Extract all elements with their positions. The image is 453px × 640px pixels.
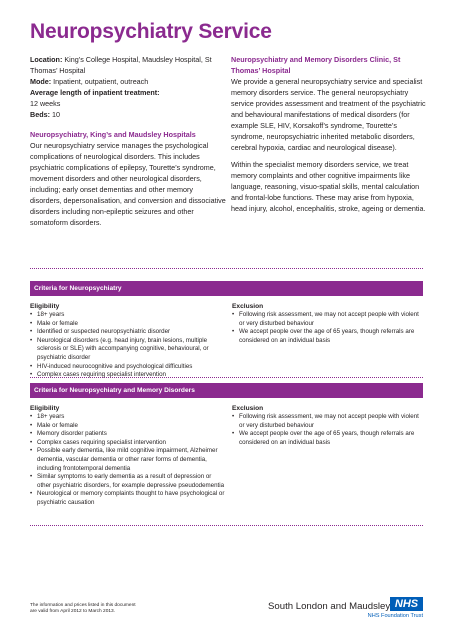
mode-value: Inpatient, outpatient, outreach xyxy=(51,77,149,86)
validity-note-line-2: are valid from April 2012 to March 2013. xyxy=(30,609,116,614)
criteria-item-text: We accept people over the age of 65 years, though referrals are considered on an individual basis xyxy=(239,430,415,446)
criteria-item xyxy=(30,413,225,422)
criteria-item xyxy=(30,311,225,320)
exclusion-heading: Exclusion xyxy=(232,405,264,412)
bullet-icon: • xyxy=(30,311,33,318)
criteria-item-text: Possible early dementia, like mild cognitive impairment, Alzheimer dementia, vascular dementia or other rarer forms of dementia, including frontotemporal dementia xyxy=(37,447,218,472)
criteria-item-text: HIV-induced neurocognitive and psychological difficulties xyxy=(37,362,193,370)
criteria-item-text: Complex cases requiring specialist intervention xyxy=(37,371,166,379)
location-info xyxy=(30,54,226,76)
eligibility-heading: Eligibility xyxy=(30,303,60,310)
eligibility-list xyxy=(30,413,225,508)
section-divider xyxy=(30,268,423,269)
criteria-item xyxy=(30,490,225,507)
beds-label: Beds: xyxy=(30,110,50,119)
bullet-icon: • xyxy=(30,430,33,438)
validity-note-line-1: The information and prices listed in this document xyxy=(30,603,136,608)
criteria-item-text: Following risk assessment, we may not accept people with violent or very disturbed behaviour xyxy=(239,311,419,327)
criteria-item xyxy=(30,371,225,380)
bullet-icon: • xyxy=(232,430,235,438)
criteria-item xyxy=(30,447,225,473)
section-divider xyxy=(30,377,423,378)
organisation-name: South London and Maudsley xyxy=(268,601,391,612)
criteria-item xyxy=(232,328,423,345)
stay-label: Average length of inpatient treatment: xyxy=(30,88,160,97)
criteria-item-text: We accept people over the age of 65 years, though referrals are considered on an individual basis xyxy=(239,328,415,344)
bullet-icon: • xyxy=(30,319,33,327)
criteria-item xyxy=(232,311,423,328)
section-divider xyxy=(30,525,423,526)
bullet-icon: • xyxy=(30,490,33,498)
memory-clinic-column xyxy=(231,54,431,214)
criteria-item-text: Male or female xyxy=(37,319,78,327)
criteria-neuropsychiatry xyxy=(30,281,423,379)
mode-info xyxy=(30,76,226,87)
bullet-icon: • xyxy=(30,362,33,370)
criteria-item-text: Neurological or memory complaints thought to have psychological or psychiatric causation xyxy=(37,490,225,506)
criteria-neuropsychiatry-bar: Criteria for Neuropsychiatry xyxy=(30,281,423,296)
criteria-item xyxy=(30,363,225,372)
service-info-column xyxy=(30,54,226,228)
memory-clinic-text-2: Within the specialist memory disorders service, we treat memory complaints and other cognitive impairments like language, reasoning, visuo-spatial skills, mental calculation and frontal-lobe functions. These may arise from hypoxia, head injury, alcohol, encephalitis, stroke, ageing or dementia. xyxy=(231,160,426,213)
kings-text: Our neuropsychiatry service manages the psychological complications of neurological disorders. This includes psychiatric complications of epilepsy, Tourette’s syndrome, movement disorders and other neurological disorders, including; early onset dementias and other memory disorders, depersonalisation, and conversion and dissociative disorders including non-epileptic seizures and other somatoform disorders. xyxy=(30,141,226,227)
nhs-logo: NHS xyxy=(390,597,423,611)
criteria-item-text: Similar symptoms to early dementia as a result of depression or other psychiatric disorders, for example depressive pseudodementia xyxy=(37,473,225,489)
exclusion-heading: Exclusion xyxy=(232,303,264,310)
criteria-item xyxy=(30,328,225,337)
bullet-icon: • xyxy=(30,371,33,379)
criteria-item-text: Memory disorder patients xyxy=(37,430,107,438)
page-title: Neuropsychiatry Service xyxy=(30,20,272,43)
bullet-icon: • xyxy=(30,328,33,336)
exclusion-column xyxy=(232,302,423,345)
criteria-item-text: Complex cases requiring specialist intervention xyxy=(37,438,166,446)
criteria-item-text: 18+ years xyxy=(37,311,65,318)
eligibility-heading: Eligibility xyxy=(30,405,60,412)
memory-clinic-text-1: We provide a general neuropsychiatry service and specialist memory disorders service. The general neuropsychiatry service provides assessment and treatment of the psychiatric and behavioural manifestations of medical disorders (for example SLE, HIV, Korsakoff’s syndrome, Tourette’s syndrome, neuropsychiatric inherited metabolic disorders, cerebral hypoxia, cardiac and neurological disease). xyxy=(231,77,426,152)
location-value: King’s College Hospital, Maudsley Hospital, St Thomas’ Hospital xyxy=(30,55,212,75)
bullet-icon: • xyxy=(232,311,235,318)
criteria-item xyxy=(30,422,225,431)
bullet-icon: • xyxy=(232,413,235,420)
criteria-item-text: Identified or suspected neuropsychiatric disorder xyxy=(37,328,171,336)
criteria-item xyxy=(30,430,225,439)
criteria-item xyxy=(30,473,225,490)
criteria-item xyxy=(30,320,225,329)
bullet-icon: • xyxy=(30,473,33,481)
validity-note xyxy=(30,603,136,615)
trust-name: NHS Foundation Trust xyxy=(367,613,423,619)
kings-heading: Neuropsychiatry, King’s and Maudsley Hospitals xyxy=(30,130,196,139)
criteria-item-text: Following risk assessment, we may not accept people with violent or very disturbed behaviour xyxy=(239,413,419,429)
bullet-icon: • xyxy=(30,413,33,420)
criteria-item-text: Neurological disorders (e.g. head injury, brain lesions, multiple sclerosis or SLE) with accompanying cognitive, behavioural, or psychiatric disorder xyxy=(37,336,209,361)
bullet-icon: • xyxy=(30,447,33,455)
criteria-item xyxy=(232,430,423,447)
criteria-memory-disorders-bar: Criteria for Neuropsychiatry and Memory Disorders xyxy=(30,383,423,398)
criteria-item xyxy=(30,337,225,363)
exclusion-list xyxy=(232,413,423,447)
beds-value: 10 xyxy=(49,110,60,119)
eligibility-column xyxy=(30,404,225,508)
bullet-icon: • xyxy=(30,438,33,446)
bullet-icon: • xyxy=(232,328,235,336)
exclusion-column xyxy=(232,404,423,447)
exclusion-list xyxy=(232,311,423,345)
criteria-memory-disorders xyxy=(30,383,423,506)
eligibility-column xyxy=(30,302,225,380)
beds-info xyxy=(30,109,226,120)
criteria-item xyxy=(232,413,423,430)
criteria-item-text: Male or female xyxy=(37,421,78,429)
location-label: Location: xyxy=(30,55,63,64)
stay-info xyxy=(30,87,226,98)
bullet-icon: • xyxy=(30,336,33,344)
eligibility-list xyxy=(30,311,225,380)
mode-label: Mode: xyxy=(30,77,52,86)
memory-clinic-heading: Neuropsychiatry and Memory Disorders Clinic, St Thomas’ Hospital xyxy=(231,55,401,75)
stay-value: 12 weeks xyxy=(30,99,61,108)
criteria-item xyxy=(30,439,225,448)
criteria-item-text: 18+ years xyxy=(37,413,65,420)
bullet-icon: • xyxy=(30,421,33,429)
